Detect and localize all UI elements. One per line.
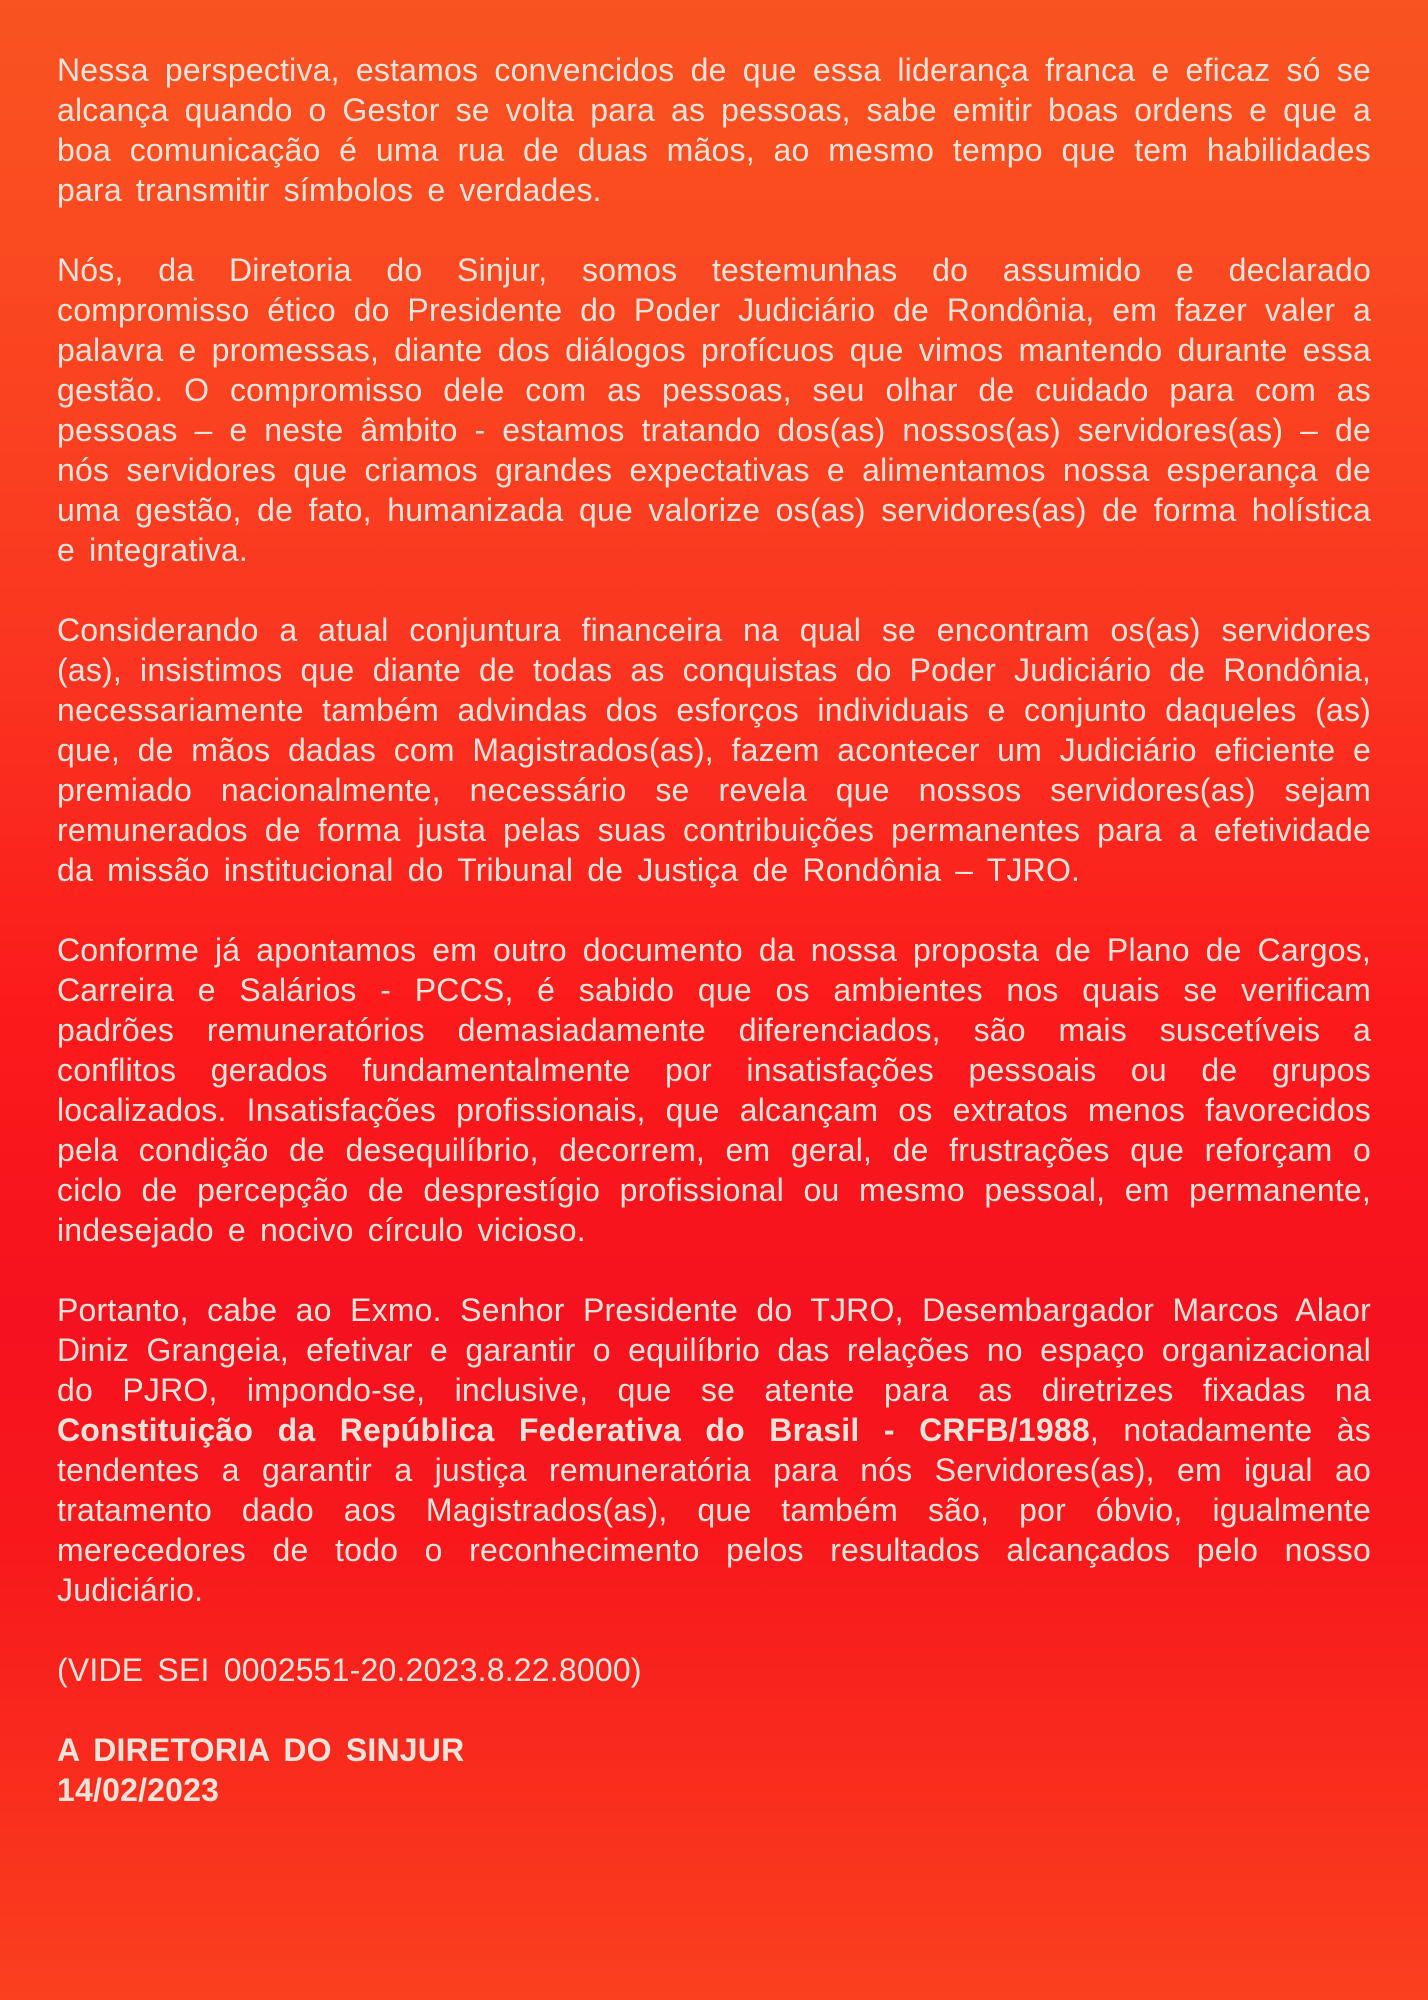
sei-reference-line: (VIDE SEI 0002551-20.2023.8.22.8000) — [57, 1652, 642, 1688]
constitution-reference-bold-text: Constituição da República Federativa do Brasil - CRFB/1988 — [57, 1412, 1090, 1448]
signature-date: 14/02/2023 — [57, 1772, 220, 1808]
paragraph-leadership: Nessa perspectiva, estamos convencidos de que essa liderança franca e eficaz só se alcança quando o Gestor se volta para as pessoas, sabe emitir boas ordens e que a boa comunicação é uma rua de duas mãos, ao mesmo tempo que tem habilidades para transmitir símbolos e verdades. — [57, 52, 1371, 208]
paragraph-closing-appeal — [57, 1290, 1371, 1610]
closing-appeal-text-end: , notadamente às tendentes a garantir a justiça remuneratória para nós Servidores(as), em igual ao tratamento dado aos Magistrados(as), que também são, por óbvio, igualmente merecedores de todo o reconhecimento pelos resultados alcançados pelo nosso Judiciário. — [57, 1412, 1372, 1608]
signature-org: A DIRETORIA DO SINJUR — [57, 1732, 465, 1768]
signature-block — [57, 1730, 1371, 1810]
paragraph-sinjur-testimony: Nós, da Diretoria do Sinjur, somos testemunhas do assumido e declarado compromisso ético do Presidente do Poder Judiciário de Rondônia, em fazer valer a palavra e promessas, diante dos diálogos profícuos que vimos mantendo durante essa gestão. O compromisso dele com as pessoas, seu olhar de cuidado para com as pessoas – e neste âmbito - estamos tratando dos(as) nossos(as) servidores(as) – de nós servidores que criamos grandes expectativas e alimentamos nossa esperança de uma gestão, de fato, humanizada que valorize os(as) servidores(as) de forma holística e integrativa. — [57, 252, 1371, 568]
closing-appeal-text-start: Portanto, cabe ao Exmo. Senhor Presidente do TJRO, Desembargador Marcos Alaor Diniz Grangeia, efetivar e garantir o equilíbrio das relações no espaço organizacional do PJRO, impondo-se, inclusive, que se atente para as diretrizes fixadas na — [57, 1292, 1371, 1408]
paragraph-financial-context: Considerando a atual conjuntura financeira na qual se encontram os(as) servidores (as), insistimos que diante de todas as conquistas do Poder Judiciário de Rondônia, necessariamente também advindas dos esforços individuais e conjunto daqueles (as) que, de mãos dadas com Magistrados(as), fazem acontecer um Judiciário eficiente e premiado nacionalmente, necessário se revela que nossos servidores(as) sejam remunerados de forma justa pelas suas contribuições permanentes para a efetividade da missão institucional do Tribunal de Justiça de Rondônia – TJRO. — [57, 612, 1371, 888]
paragraph-pccs-remuneration: Conforme já apontamos em outro documento da nossa proposta de Plano de Cargos, Carreira e Salários - PCCS, é sabido que os ambientes nos quais se verificam padrões remuneratórios demasiadamente diferenciados, são mais suscetíveis a conflitos gerados fundamentalmente por insatisfações pessoais ou de grupos localizados. Insatisfações profissionais, que alcançam os extratos menos favorecidos pela condição de desequilíbrio, decorrem, em geral, de frustrações que reforçam o ciclo de percepção de desprestígio profissional ou mesmo pessoal, em permanente, indesejado e nocivo círculo vicioso. — [57, 932, 1371, 1248]
